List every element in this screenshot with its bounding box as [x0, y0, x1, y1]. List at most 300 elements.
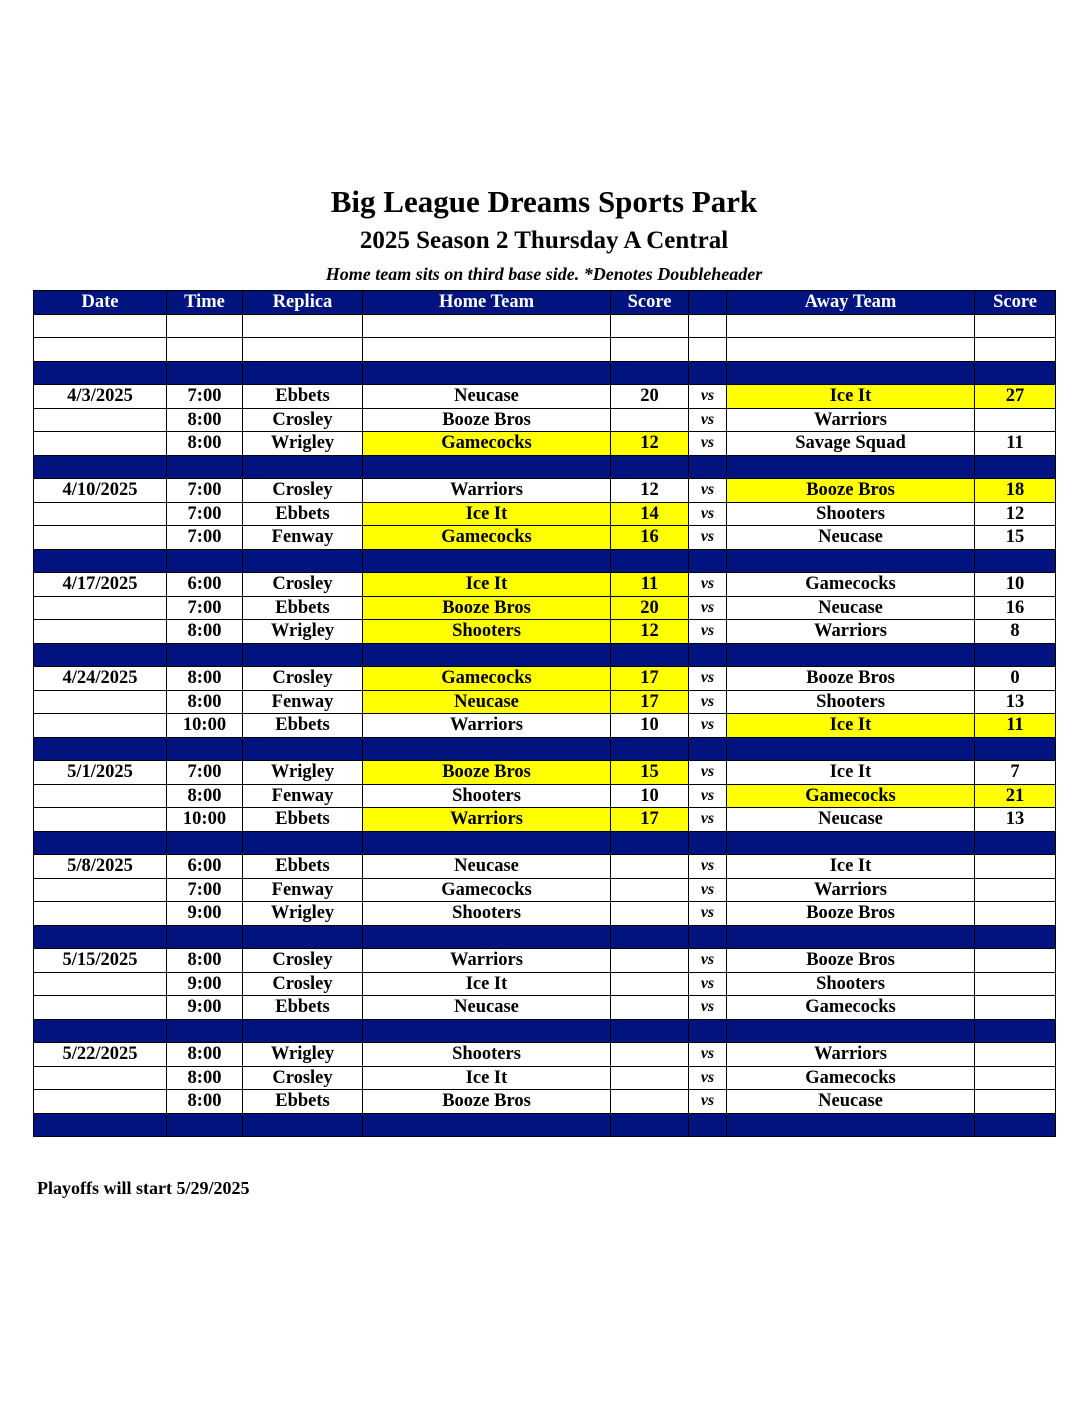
field-cell: Wrigley — [243, 761, 363, 785]
field-cell: Fenway — [243, 690, 363, 714]
empty-cell — [611, 314, 689, 338]
away-score-cell: 12 — [975, 502, 1056, 526]
time-cell: 8:00 — [167, 408, 243, 432]
away-team-cell: Neucase — [727, 526, 975, 550]
date-cell — [34, 596, 167, 620]
home-score-cell — [611, 1090, 689, 1114]
empty-cell — [689, 925, 727, 949]
home-team-cell: Warriors — [363, 808, 611, 832]
away-team-cell: Booze Bros — [727, 479, 975, 503]
home-score-cell: 12 — [611, 432, 689, 456]
col-header-time: Time — [167, 291, 243, 315]
field-cell: Crosley — [243, 408, 363, 432]
vs-cell: vs — [689, 972, 727, 996]
date-cell — [34, 784, 167, 808]
field-cell: Crosley — [243, 972, 363, 996]
empty-cell — [34, 831, 167, 855]
away-team-cell: Warriors — [727, 620, 975, 644]
week-separator — [34, 831, 1056, 855]
game-row — [34, 996, 1056, 1020]
empty-cell — [611, 361, 689, 385]
game-row — [34, 620, 1056, 644]
away-score-cell: 11 — [975, 432, 1056, 456]
home-team-cell: Booze Bros — [363, 408, 611, 432]
empty-cell — [975, 925, 1056, 949]
empty-cell — [34, 1019, 167, 1043]
away-score-cell: 8 — [975, 620, 1056, 644]
empty-cell — [167, 314, 243, 338]
date-cell — [34, 502, 167, 526]
week-separator — [34, 361, 1056, 385]
vs-cell: vs — [689, 855, 727, 879]
date-cell: 5/22/2025 — [34, 1043, 167, 1067]
empty-cell — [167, 831, 243, 855]
away-team-cell: Neucase — [727, 1090, 975, 1114]
vs-cell: vs — [689, 526, 727, 550]
game-row — [34, 878, 1056, 902]
empty-cell — [167, 643, 243, 667]
col-header-replica: Replica — [243, 291, 363, 315]
empty-cell — [727, 737, 975, 761]
away-team-cell: Shooters — [727, 502, 975, 526]
field-cell: Fenway — [243, 878, 363, 902]
empty-cell — [689, 455, 727, 479]
time-cell: 10:00 — [167, 714, 243, 738]
empty-cell — [243, 1019, 363, 1043]
empty-cell — [167, 455, 243, 479]
empty-cell — [363, 737, 611, 761]
field-cell: Wrigley — [243, 620, 363, 644]
empty-cell — [975, 831, 1056, 855]
empty-cell — [363, 1113, 611, 1137]
empty-cell — [34, 737, 167, 761]
home-team-cell: Shooters — [363, 1043, 611, 1067]
away-team-cell: Gamecocks — [727, 996, 975, 1020]
time-cell: 8:00 — [167, 1066, 243, 1090]
empty-cell — [975, 338, 1056, 362]
game-row — [34, 902, 1056, 926]
page-subtitle: 2025 Season 2 Thursday A Central — [359, 227, 729, 254]
home-team-cell: Neucase — [363, 690, 611, 714]
date-cell: 5/1/2025 — [34, 761, 167, 785]
empty-cell — [689, 1113, 727, 1137]
blank-row — [34, 338, 1056, 362]
vs-cell: vs — [689, 878, 727, 902]
date-cell — [34, 902, 167, 926]
vs-cell: vs — [689, 1043, 727, 1067]
empty-cell — [727, 361, 975, 385]
home-score-cell: 17 — [611, 667, 689, 691]
empty-cell — [243, 1113, 363, 1137]
away-team-cell: Gamecocks — [727, 1066, 975, 1090]
empty-cell — [167, 737, 243, 761]
empty-cell — [34, 338, 167, 362]
home-team-cell: Gamecocks — [363, 432, 611, 456]
empty-cell — [243, 338, 363, 362]
home-team-cell: Shooters — [363, 620, 611, 644]
empty-cell — [167, 338, 243, 362]
home-team-cell: Warriors — [363, 949, 611, 973]
game-row — [34, 502, 1056, 526]
empty-cell — [975, 549, 1056, 573]
empty-cell — [363, 925, 611, 949]
field-cell: Ebbets — [243, 502, 363, 526]
time-cell: 7:00 — [167, 526, 243, 550]
away-score-cell: 13 — [975, 808, 1056, 832]
vs-cell: vs — [689, 761, 727, 785]
home-score-cell — [611, 902, 689, 926]
home-team-cell: Ice It — [363, 972, 611, 996]
date-cell — [34, 408, 167, 432]
home-team-cell: Booze Bros — [363, 596, 611, 620]
time-cell: 8:00 — [167, 432, 243, 456]
home-team-cell: Neucase — [363, 855, 611, 879]
empty-cell — [975, 314, 1056, 338]
footer-note: Playoffs will start 5/29/2025 — [37, 1178, 250, 1198]
week-separator — [34, 737, 1056, 761]
empty-cell — [611, 737, 689, 761]
empty-cell — [611, 643, 689, 667]
game-row — [34, 690, 1056, 714]
home-score-cell: 16 — [611, 526, 689, 550]
vs-cell: vs — [689, 1066, 727, 1090]
col-header-home-score: Score — [611, 291, 689, 315]
field-cell: Ebbets — [243, 714, 363, 738]
empty-cell — [611, 925, 689, 949]
header-row — [34, 291, 1056, 315]
away-team-cell: Neucase — [727, 808, 975, 832]
away-score-cell: 27 — [975, 385, 1056, 409]
field-cell: Ebbets — [243, 808, 363, 832]
date-cell — [34, 996, 167, 1020]
date-cell — [34, 972, 167, 996]
empty-cell — [34, 1113, 167, 1137]
empty-cell — [689, 314, 727, 338]
vs-cell: vs — [689, 432, 727, 456]
date-cell — [34, 1066, 167, 1090]
vs-cell: vs — [689, 620, 727, 644]
away-score-cell — [975, 878, 1056, 902]
time-cell: 8:00 — [167, 1043, 243, 1067]
home-score-cell: 11 — [611, 573, 689, 597]
empty-cell — [243, 314, 363, 338]
empty-cell — [975, 643, 1056, 667]
date-cell — [34, 620, 167, 644]
home-score-cell: 12 — [611, 479, 689, 503]
empty-cell — [243, 455, 363, 479]
week-separator — [34, 1113, 1056, 1137]
home-score-cell — [611, 996, 689, 1020]
time-cell: 9:00 — [167, 902, 243, 926]
home-team-cell: Gamecocks — [363, 878, 611, 902]
empty-cell — [363, 643, 611, 667]
away-team-cell: Warriors — [727, 408, 975, 432]
empty-cell — [363, 549, 611, 573]
date-cell — [34, 432, 167, 456]
time-cell: 8:00 — [167, 784, 243, 808]
week-separator — [34, 1019, 1056, 1043]
date-cell — [34, 714, 167, 738]
away-score-cell — [975, 902, 1056, 926]
field-cell: Crosley — [243, 949, 363, 973]
field-cell: Crosley — [243, 479, 363, 503]
week-separator — [34, 455, 1056, 479]
date-cell: 4/10/2025 — [34, 479, 167, 503]
away-score-cell — [975, 949, 1056, 973]
col-header-away-team: Away Team — [727, 291, 975, 315]
time-cell: 9:00 — [167, 972, 243, 996]
time-cell: 7:00 — [167, 385, 243, 409]
empty-cell — [727, 925, 975, 949]
empty-cell — [363, 1019, 611, 1043]
vs-cell: vs — [689, 573, 727, 597]
empty-cell — [611, 1019, 689, 1043]
home-team-cell: Gamecocks — [363, 667, 611, 691]
home-score-cell: 15 — [611, 761, 689, 785]
home-team-cell: Gamecocks — [363, 526, 611, 550]
empty-cell — [727, 831, 975, 855]
empty-cell — [611, 831, 689, 855]
home-score-cell: 14 — [611, 502, 689, 526]
field-cell: Crosley — [243, 667, 363, 691]
away-score-cell: 0 — [975, 667, 1056, 691]
time-cell: 7:00 — [167, 502, 243, 526]
field-cell: Ebbets — [243, 1090, 363, 1114]
away-score-cell: 21 — [975, 784, 1056, 808]
game-row — [34, 479, 1056, 503]
time-cell: 6:00 — [167, 855, 243, 879]
empty-cell — [727, 314, 975, 338]
field-cell: Wrigley — [243, 1043, 363, 1067]
blank-row — [34, 314, 1056, 338]
game-row — [34, 596, 1056, 620]
home-team-cell: Ice It — [363, 502, 611, 526]
date-cell — [34, 1090, 167, 1114]
away-score-cell: 18 — [975, 479, 1056, 503]
empty-cell — [689, 737, 727, 761]
home-score-cell: 20 — [611, 596, 689, 620]
game-row — [34, 573, 1056, 597]
empty-cell — [689, 831, 727, 855]
vs-cell: vs — [689, 479, 727, 503]
home-score-cell: 10 — [611, 714, 689, 738]
col-header-date: Date — [34, 291, 167, 315]
vs-cell: vs — [689, 1090, 727, 1114]
empty-cell — [611, 455, 689, 479]
empty-cell — [243, 831, 363, 855]
away-team-cell: Ice It — [727, 761, 975, 785]
away-team-cell: Gamecocks — [727, 573, 975, 597]
field-cell: Fenway — [243, 526, 363, 550]
empty-cell — [727, 1019, 975, 1043]
away-team-cell: Booze Bros — [727, 902, 975, 926]
empty-cell — [34, 361, 167, 385]
empty-cell — [611, 338, 689, 362]
game-row — [34, 408, 1056, 432]
game-row — [34, 784, 1056, 808]
empty-cell — [611, 549, 689, 573]
game-row — [34, 432, 1056, 456]
empty-cell — [689, 643, 727, 667]
time-cell: 7:00 — [167, 479, 243, 503]
home-score-cell — [611, 855, 689, 879]
field-cell: Fenway — [243, 784, 363, 808]
time-cell: 8:00 — [167, 690, 243, 714]
field-cell: Ebbets — [243, 385, 363, 409]
vs-cell: vs — [689, 808, 727, 832]
empty-cell — [611, 1113, 689, 1137]
vs-cell: vs — [689, 408, 727, 432]
away-score-cell: 13 — [975, 690, 1056, 714]
away-team-cell: Gamecocks — [727, 784, 975, 808]
time-cell: 9:00 — [167, 996, 243, 1020]
date-cell — [34, 808, 167, 832]
away-score-cell — [975, 1066, 1056, 1090]
empty-cell — [975, 455, 1056, 479]
empty-cell — [167, 361, 243, 385]
empty-cell — [975, 361, 1056, 385]
empty-cell — [34, 549, 167, 573]
empty-cell — [975, 1019, 1056, 1043]
time-cell: 10:00 — [167, 808, 243, 832]
date-cell — [34, 526, 167, 550]
week-separator — [34, 549, 1056, 573]
page-note: Home team sits on third base side. *Denotes Doubleheader — [325, 264, 763, 284]
home-score-cell: 20 — [611, 385, 689, 409]
field-cell: Ebbets — [243, 596, 363, 620]
away-team-cell: Warriors — [727, 878, 975, 902]
away-team-cell: Neucase — [727, 596, 975, 620]
away-score-cell — [975, 972, 1056, 996]
home-team-cell: Ice It — [363, 573, 611, 597]
game-row — [34, 526, 1056, 550]
time-cell: 8:00 — [167, 949, 243, 973]
time-cell: 8:00 — [167, 1090, 243, 1114]
empty-cell — [689, 549, 727, 573]
home-score-cell — [611, 1066, 689, 1090]
away-score-cell — [975, 1043, 1056, 1067]
away-team-cell: Ice It — [727, 855, 975, 879]
time-cell: 7:00 — [167, 878, 243, 902]
game-row — [34, 1043, 1056, 1067]
home-team-cell: Ice It — [363, 1066, 611, 1090]
vs-cell: vs — [689, 502, 727, 526]
empty-cell — [363, 455, 611, 479]
home-score-cell: 17 — [611, 690, 689, 714]
vs-cell: vs — [689, 784, 727, 808]
date-cell: 4/3/2025 — [34, 385, 167, 409]
home-team-cell: Booze Bros — [363, 761, 611, 785]
home-team-cell: Shooters — [363, 902, 611, 926]
empty-cell — [243, 925, 363, 949]
field-cell: Ebbets — [243, 855, 363, 879]
empty-cell — [167, 925, 243, 949]
time-cell: 6:00 — [167, 573, 243, 597]
away-team-cell: Savage Squad — [727, 432, 975, 456]
field-cell: Crosley — [243, 1066, 363, 1090]
away-score-cell: 11 — [975, 714, 1056, 738]
page-title: Big League Dreams Sports Park — [330, 184, 758, 219]
away-team-cell: Ice It — [727, 385, 975, 409]
home-team-cell: Shooters — [363, 784, 611, 808]
date-cell — [34, 690, 167, 714]
empty-cell — [689, 338, 727, 362]
home-team-cell: Neucase — [363, 996, 611, 1020]
empty-cell — [727, 455, 975, 479]
home-team-cell: Warriors — [363, 479, 611, 503]
vs-cell: vs — [689, 385, 727, 409]
empty-cell — [975, 737, 1056, 761]
game-row — [34, 949, 1056, 973]
home-score-cell: 12 — [611, 620, 689, 644]
empty-cell — [34, 643, 167, 667]
col-header-away-score: Score — [975, 291, 1056, 315]
game-row — [34, 761, 1056, 785]
vs-cell: vs — [689, 690, 727, 714]
empty-cell — [689, 1019, 727, 1043]
home-team-cell: Neucase — [363, 385, 611, 409]
away-score-cell: 7 — [975, 761, 1056, 785]
game-row — [34, 855, 1056, 879]
schedule-table — [33, 290, 1056, 1137]
vs-cell: vs — [689, 596, 727, 620]
time-cell: 7:00 — [167, 596, 243, 620]
field-cell: Ebbets — [243, 996, 363, 1020]
home-score-cell — [611, 408, 689, 432]
time-cell: 8:00 — [167, 667, 243, 691]
home-score-cell — [611, 949, 689, 973]
away-score-cell — [975, 408, 1056, 432]
week-separator — [34, 643, 1056, 667]
time-cell: 7:00 — [167, 761, 243, 785]
empty-cell — [243, 549, 363, 573]
vs-cell: vs — [689, 714, 727, 738]
vs-cell: vs — [689, 902, 727, 926]
game-row — [34, 1066, 1056, 1090]
empty-cell — [34, 455, 167, 479]
vs-cell: vs — [689, 949, 727, 973]
field-cell: Wrigley — [243, 902, 363, 926]
empty-cell — [34, 314, 167, 338]
field-cell: Crosley — [243, 573, 363, 597]
empty-cell — [727, 549, 975, 573]
date-cell: 5/8/2025 — [34, 855, 167, 879]
away-team-cell: Booze Bros — [727, 667, 975, 691]
empty-cell — [243, 361, 363, 385]
home-score-cell: 17 — [611, 808, 689, 832]
game-row — [34, 1090, 1056, 1114]
empty-cell — [363, 831, 611, 855]
away-score-cell — [975, 855, 1056, 879]
away-score-cell: 16 — [975, 596, 1056, 620]
home-score-cell — [611, 878, 689, 902]
date-cell: 4/17/2025 — [34, 573, 167, 597]
away-team-cell: Shooters — [727, 972, 975, 996]
date-cell: 4/24/2025 — [34, 667, 167, 691]
empty-cell — [167, 1113, 243, 1137]
date-cell: 5/15/2025 — [34, 949, 167, 973]
vs-cell: vs — [689, 667, 727, 691]
away-team-cell: Ice It — [727, 714, 975, 738]
away-team-cell: Booze Bros — [727, 949, 975, 973]
home-team-cell: Warriors — [363, 714, 611, 738]
empty-cell — [363, 361, 611, 385]
empty-cell — [167, 1019, 243, 1043]
away-team-cell: Warriors — [727, 1043, 975, 1067]
empty-cell — [167, 549, 243, 573]
time-cell: 8:00 — [167, 620, 243, 644]
home-score-cell: 10 — [611, 784, 689, 808]
